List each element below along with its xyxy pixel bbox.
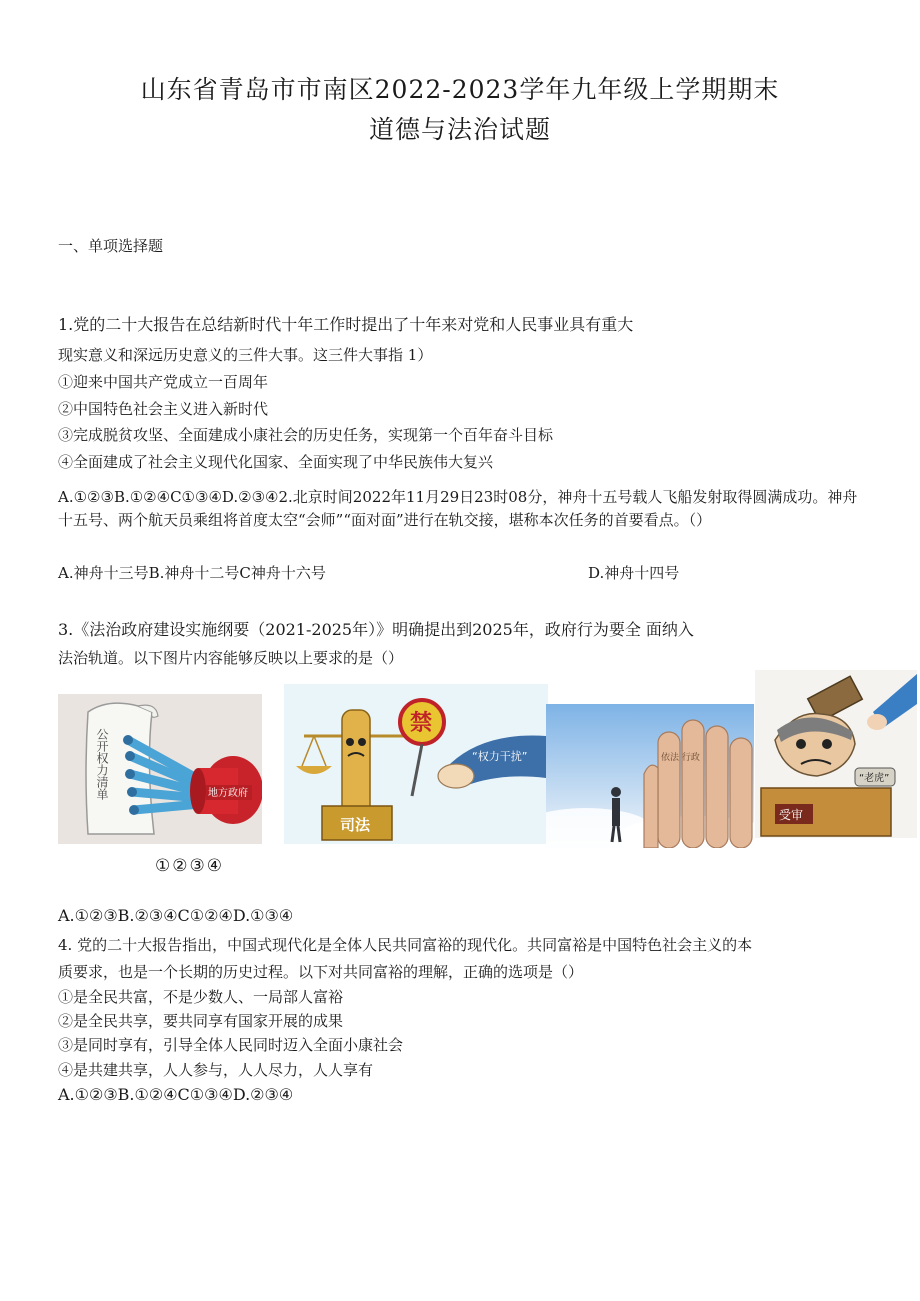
q1-item-4: ④全面建成了社会主义现代化国家、全面实现了中华民族伟大复兴 [58, 453, 494, 471]
picture-trial-box-label: 受审 [779, 808, 804, 822]
q2-options-abc: A.神舟十三号B.神舟十二号C神舟十六号 [58, 564, 326, 582]
picture-judicial-sign-label: 禁 [410, 711, 433, 736]
picture-judicial-hand-label: “权力干扰” [472, 750, 528, 763]
q4-item-2: ②是全民共享，要共同享有国家开展的成果 [58, 1012, 344, 1030]
q1-item-1: ①迎来中国共产党成立一百周年 [58, 373, 269, 391]
section-heading: 一、单项选择题 [58, 237, 164, 255]
picture-trial-badge-label: “老虎” [859, 773, 890, 784]
q4-options: A.①②③B.①②④C①③④D.②③④ [58, 1085, 294, 1104]
q4-item-1: ①是全民共富，不是少数人、一局部人富裕 [58, 988, 344, 1006]
q4-stem-line1: 4. 党的二十大报告指出，中国式现代化是全体人民共同富裕的现代化。共同富裕是中国特色社会主义的本 [58, 936, 753, 954]
picture-judicial-base-label: 司法 [340, 816, 371, 834]
picture-law-hand [546, 704, 754, 848]
q1-stem-line1: 1.党的二十大报告在总结新时代十年工作时提出了十年来对党和人民事业具有重大 [58, 315, 634, 334]
picture-power-list-stamp-label: 地方政府 [208, 788, 248, 799]
q3-stem-line2: 法治轨道。以下图片内容能够反映以上要求的是（） [58, 649, 404, 667]
picture-law-hand-finger-label: 依法 行政 [661, 753, 700, 763]
q4-item-4: ④是共建共享，人人参与，人人尽力，人人享有 [58, 1061, 374, 1079]
q3-picture-caption: ①②③④ [155, 856, 224, 876]
q4-stem-line2: 质要求，也是一个长期的历史过程。以下对共同富裕的理解，正确的选项是（） [58, 963, 584, 981]
q4-item-3: ③是同时享有，引导全体人民同时迈入全面小康社会 [58, 1036, 404, 1054]
q2-option-d: D.神舟十四号 [588, 564, 680, 582]
picture-trial [755, 670, 917, 838]
q1-options-q2-stem: A.①②③B.①②④C①③④D.②③④2.北京时间2022年11月29日23时08分，神舟十五号载人飞船发射取得圆满成功。神舟十五号、两个航天员乘组将首度太空“会师”“面对面”进行在轨交接，堪称本次任务的首要看点。（） [58, 488, 858, 529]
exam-title-line1: 山东省青岛市市南区2022-2023学年九年级上学期期末 [140, 75, 780, 104]
q1-item-3: ③完成脱贫攻坚、全面建成小康社会的历史任务，实现第一个百年奋斗目标 [58, 426, 554, 444]
q1-item-2: ②中国特色社会主义进入新时代 [58, 400, 269, 418]
q3-options: A.①②③B.②③④C①②④D.①③④ [58, 906, 294, 925]
q1-stem-line2: 现实意义和深远历史意义的三件大事。这三件大事指 1） [58, 346, 433, 364]
picture-power-list [58, 694, 262, 844]
q3-stem-line1: 3.《法治政府建设实施纲要（2021-2025年）》明确提出到2025年，政府行为要全 面纳入 [58, 620, 694, 639]
exam-title-line2: 道德与法治试题 [368, 115, 551, 144]
picture-power-list-scroll-label: 公开权力清单 [95, 728, 109, 800]
picture-judicial [284, 684, 548, 844]
